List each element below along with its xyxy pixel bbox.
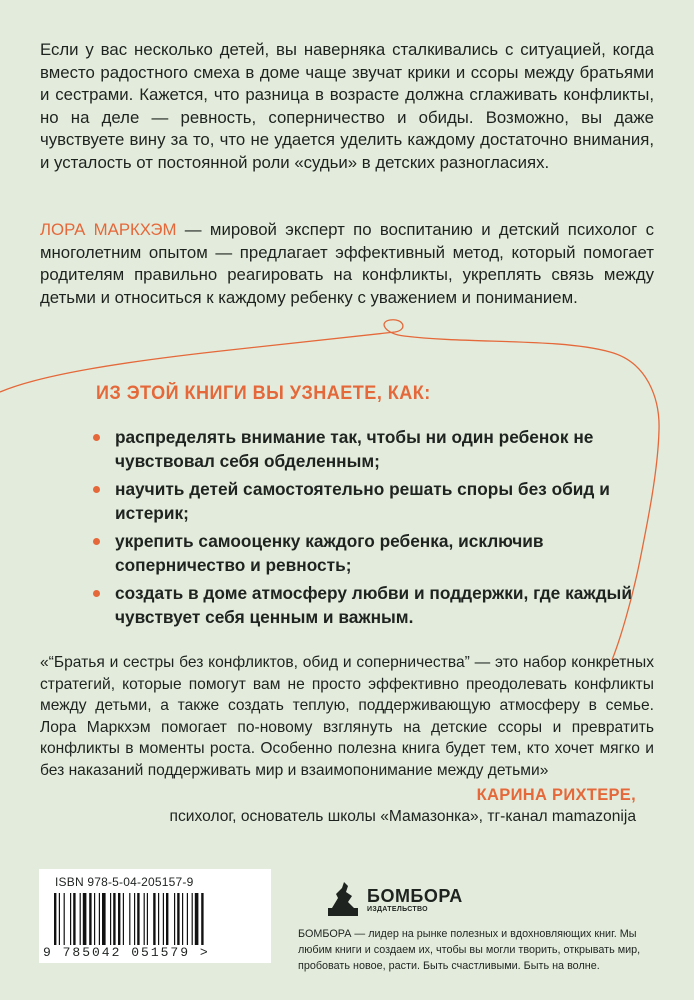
reviewer-name: КАРИНА РИХТЕРЕ, <box>476 786 636 804</box>
publisher-name: БОМБОРА <box>367 886 463 906</box>
isbn-label: ISBN 978-5-04-205157-9 <box>55 875 194 889</box>
list-item: распределять внимание так, чтобы ни один ребенок не чувствовал себя обделенным; <box>95 425 655 473</box>
reviewer-role: психолог, основатель школы «Мамазонка», тг-канал mamazonija <box>169 808 636 825</box>
intro-paragraph-2 <box>40 219 654 309</box>
intro-paragraph-2-text: — мировой эксперт по воспитанию и детский психолог с многолетним опытом — предлагает эффективный метод, который помогает родителям правильно реагировать на конфликты, укреплять связь между детьми и относиться к каждому ребенку с уважением и пониманием. <box>40 220 654 307</box>
learn-heading: ИЗ ЭТОЙ КНИГИ ВЫ УЗНАЕТЕ, КАК: <box>96 383 431 404</box>
bullet-dot-icon <box>93 434 100 441</box>
publisher-description: БОМБОРА — лидер на рынке полезных и вдохновляющих книг. Мы любим книги и создаем их, чтобы вы могли творить, открывать мир, пробовать новое, расти. Быть счастливыми. Быть на волне. <box>298 928 641 972</box>
barcode-image <box>52 893 260 945</box>
author-name-highlight: ЛОРА МАРКХЭМ <box>40 220 177 239</box>
list-item: научить детей самостоятельно решать споры без обид и истерик; <box>95 477 655 525</box>
intro-paragraph-1: Если у вас несколько детей, вы наверняка сталкивались с ситуацией, когда вместо радостного смеха в доме чаще звучат крики и ссоры между братьями и сестрами. Кажется, что разница в возрасте должна сглаживать конфликты, но на деле — ревность, соперничество и обиды. Возможно, вы даже чувствуете вину за то, что не удается уделить каждому достаточно внимания, и усталость от постоянной роли «судьи» в детских разногласиях. <box>40 40 654 172</box>
publisher-subtitle: ИЗДАТЕЛЬСТВО <box>367 906 428 913</box>
learn-list <box>95 425 655 633</box>
bullet-dot-icon <box>93 538 100 545</box>
list-item: укрепить самооценку каждого ребенка, исключив соперничество и ревность; <box>95 529 655 577</box>
barcode-digits: 9 785042 051579 > <box>43 945 210 960</box>
list-item: создать в доме атмосферу любви и поддержки, где каждый чувствует себя ценным и важным. <box>95 581 655 629</box>
bullet-dot-icon <box>93 486 100 493</box>
review-quote: «“Братья и сестры без конфликтов, обид и соперничества” — это набор конкретных стратегий, которые помогут вам не просто эффективно преодолевать конфликты между детьми, а также создать теплую, поддерживающую атмосферу в семье. Лора Маркхэм помогает по-новому взглянуть на детские ссоры и превратить конфликты в моменты роста. Особенно полезна книга будет тем, кто хочет мягко и без наказаний поддерживать мир и взаимопонимание между детьми» <box>40 654 654 779</box>
publisher-logo-icon <box>326 880 362 918</box>
bullet-dot-icon <box>93 590 100 597</box>
